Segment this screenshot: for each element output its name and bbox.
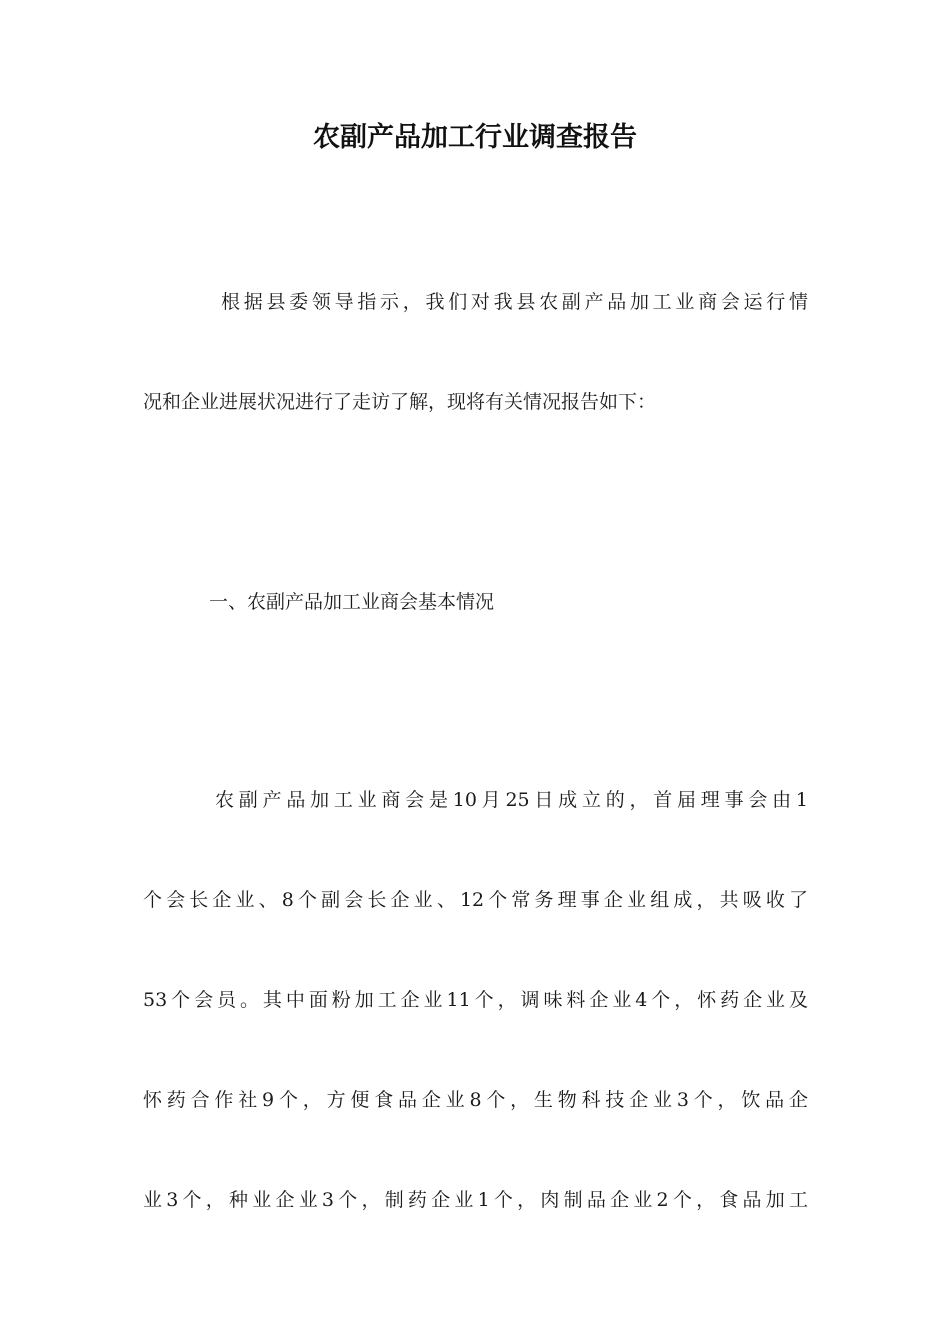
- paragraph-line-1: 农副产品加工业商会是10月25日成立的，首届理事会由1: [215, 789, 808, 811]
- section-heading: 一、农副产品加工业商会基本情况: [209, 591, 495, 613]
- intro-line-1: 根据县委领导指示，我们对我县农副产品加工业商会运行情: [221, 291, 808, 313]
- paragraph-line-5: 业3个，种业企业3个，制药企业1个，肉制品企业2个，食品加工: [143, 1189, 808, 1211]
- paragraph-line-2: 个会长企业、8个副会长企业、12个常务理事企业组成，共吸收了: [143, 889, 808, 911]
- intro-line-2: 况和企业进展状况进行了走访了解，现将有关情况报告如下：: [143, 391, 657, 413]
- paragraph-line-3: 53个会员。其中面粉加工企业11个，调味料企业4个，怀药企业及: [143, 989, 808, 1011]
- document-title: 农副产品加工行业调查报告: [313, 122, 637, 153]
- paragraph-line-4: 怀药合作社9个，方便食品企业8个，生物科技企业3个，饮品企: [143, 1089, 808, 1111]
